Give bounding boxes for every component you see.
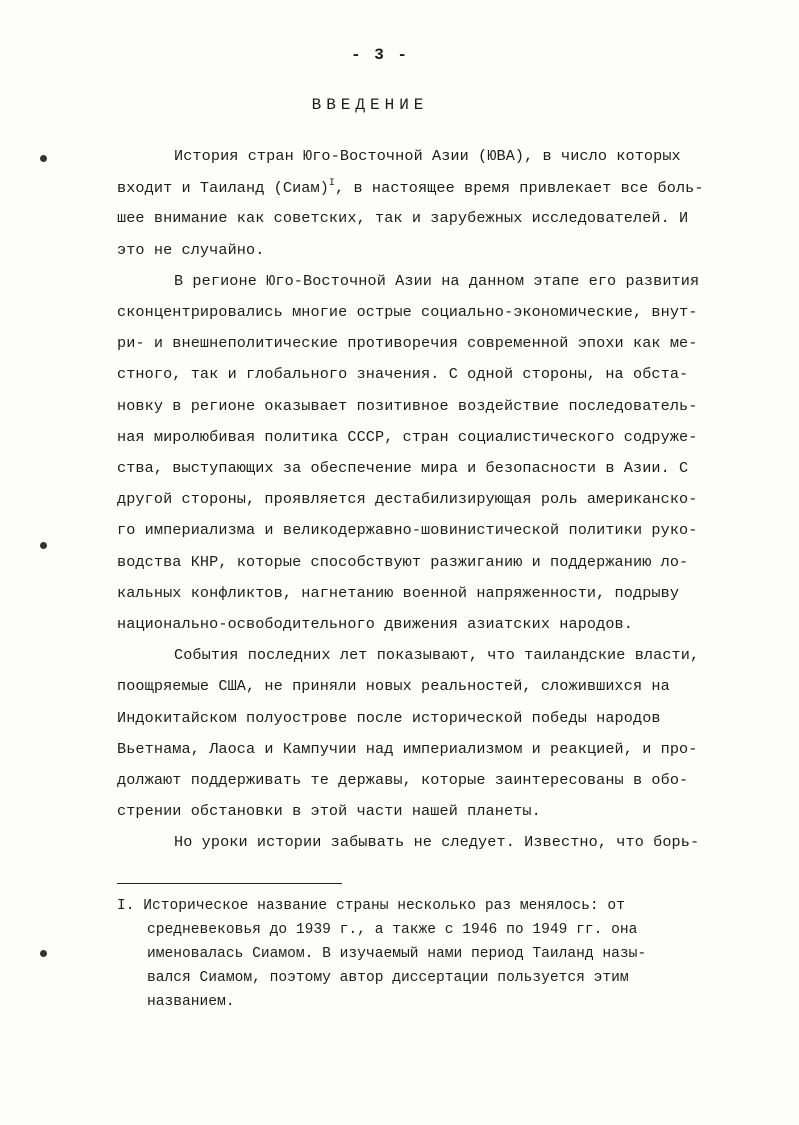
body-line: [117, 802, 737, 824]
body-line-text: национально-освободительного движения азиатских народов.: [117, 615, 633, 633]
body-line: [117, 241, 737, 263]
binding-hole-mark: [40, 950, 47, 957]
section-heading: ВВЕДЕНИЕ: [311, 96, 429, 114]
body-line-text: События последних лет показывают, что таиландские власти,: [174, 646, 700, 665]
body-line-text: Но уроки истории забывать не следует. Известно, что борь-: [174, 833, 700, 852]
footnote-line: средневековья до 1939 г., а также с 1946 по 1949 гг. она: [147, 922, 638, 938]
body-line: [174, 272, 794, 294]
body-line-text: ри- и внешнеполитические противоречия современной эпохи как ме-: [117, 334, 698, 353]
body-line: [117, 303, 737, 325]
body-line: [117, 740, 737, 762]
body-line: [117, 178, 737, 200]
page-number: - 3 -: [350, 46, 409, 64]
binding-hole-mark: [40, 542, 47, 549]
body-line: [117, 553, 737, 575]
footnote-marker: I: [328, 178, 336, 190]
body-line-text: водства КНР, которые способствуют разжиганию и поддержанию ло-: [117, 552, 689, 571]
footnote-separator: [117, 883, 342, 884]
body-line-text: стрении обстановки в этой части нашей планеты.: [117, 802, 541, 821]
footnote-line: названием.: [147, 994, 235, 1010]
footnote-line: именовалась Сиамом. В изучаемый нами период Таиланд назы-: [147, 946, 647, 962]
binding-hole-mark: [40, 155, 47, 162]
body-line: [117, 428, 737, 450]
body-line: [174, 147, 794, 169]
body-line: [117, 584, 737, 606]
body-line-text: поощряемые США, не приняли новых реальностей, сложившихся на: [117, 677, 670, 696]
body-line-text: это не случайно.: [117, 240, 265, 259]
body-line-text: Индокитайском полуострове после исторической победы народов: [117, 708, 661, 727]
body-line-text: стного, так и глобального значения. С одной стороны, на обста-: [117, 365, 689, 384]
body-line-text: ства, выступающих за обеспечение мира и безопасности в Азии. С: [117, 459, 689, 477]
body-line-text: должают поддерживать те державы, которые заинтересованы в обо-: [117, 771, 689, 789]
body-line-text: кальных конфликтов, нагнетанию военной напряженности, подрыву: [117, 583, 680, 602]
body-line-text: В регионе Юго-Восточной Азии на данном этапе его развития: [174, 271, 700, 290]
body-line: [117, 615, 737, 637]
body-line: [117, 677, 737, 699]
body-line-text: другой стороны, проявляется дестабилизирующая роль американско-: [117, 490, 698, 509]
body-line-text: История стран Юго-Восточной Азии (ЮВА), в число которых: [174, 147, 681, 165]
body-line: [174, 646, 794, 668]
body-line-text: входит и Таиланд (Сиам): [117, 179, 329, 198]
body-line-text: ная миролюбивая политика СССР, стран социалистического содруже-: [117, 427, 698, 446]
body-line: [117, 521, 737, 543]
footnote-line: вался Сиамом, поэтому автор диссертации пользуется этим: [147, 970, 629, 986]
body-line: [117, 771, 737, 793]
body-line: [117, 490, 737, 512]
body-line: [117, 459, 737, 481]
body-line: [117, 365, 737, 387]
body-line-text: Вьетнама, Лаоса и Кампучии над империализмом и реакцией, и про-: [117, 739, 698, 758]
footnote-line: I. Историческое название страны несколько раз менялось: от: [117, 898, 625, 914]
body-line: [117, 209, 737, 231]
body-line: [117, 397, 737, 419]
body-line: [117, 334, 737, 356]
body-line-text: , в настоящее время привлекает все боль-: [335, 179, 704, 198]
body-line: [174, 833, 794, 855]
body-line: [117, 709, 737, 731]
body-line-text: го империализма и великодержавно-шовинистической политики руко-: [117, 521, 698, 540]
body-line-text: новку в регионе оказывает позитивное воздействие последователь-: [117, 396, 698, 415]
body-line-text: сконцентрировались многие острые социально-экономические, внут-: [117, 303, 698, 321]
body-line-text: шее внимание как советских, так и зарубежных исследователей. И: [117, 209, 689, 228]
